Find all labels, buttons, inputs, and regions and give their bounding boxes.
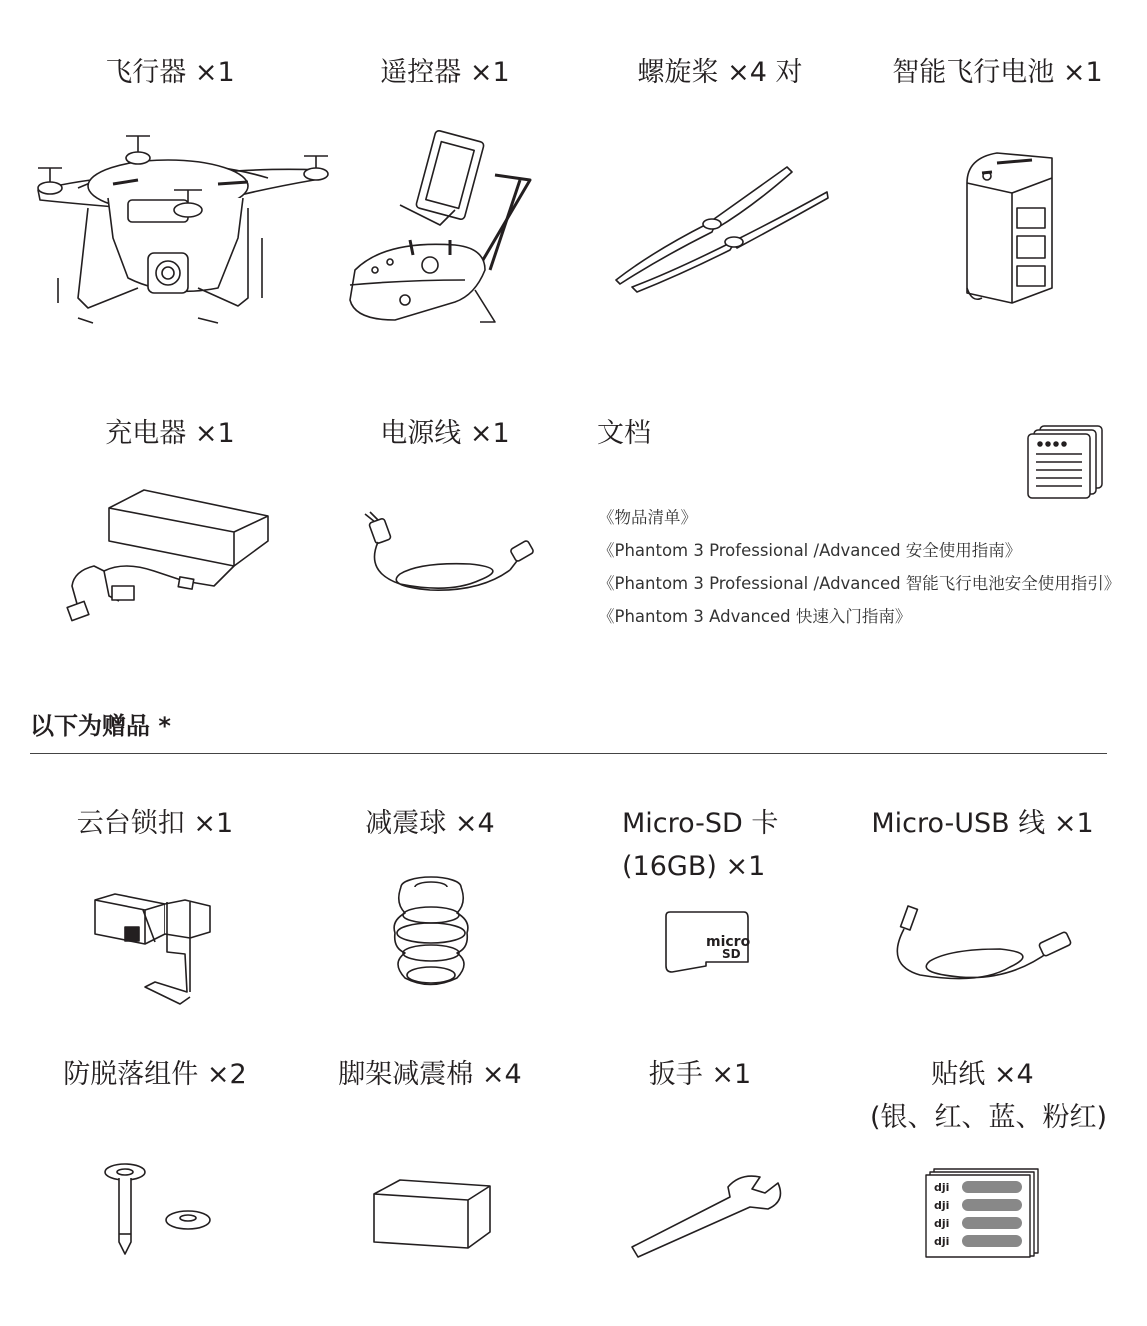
landing-gear-foam-label: 脚架减震棉 ×4 (338, 1059, 522, 1090)
propeller-icon (612, 162, 830, 292)
gimbal-clamp-label: 云台锁扣 ×1 (76, 808, 234, 839)
svg-text:dji: dji (934, 1217, 950, 1230)
remote-controller-icon (345, 130, 555, 330)
remote-controller-label: 遥控器 ×1 (380, 57, 510, 88)
stickers-icon (926, 1167, 1040, 1259)
power-cable-label: 电源线 ×1 (380, 418, 510, 449)
damper-ball-label: 减震球 ×4 (365, 808, 495, 839)
micro-usb-cable-icon (890, 905, 1080, 985)
wrench-label: 扳手 ×1 (648, 1059, 752, 1090)
document-item: 《Phantom 3 Professional /Advanced 智能飞行电池安全使用指引》 (598, 574, 1121, 593)
svg-text:dji: dji (934, 1235, 950, 1248)
micro-sd-logo: micro (706, 934, 751, 950)
documents-icon (1026, 424, 1106, 502)
gifts-heading: 以下为赠品 * (30, 712, 171, 740)
section-divider (30, 753, 1107, 754)
gimbal-clamp-icon (95, 892, 215, 1007)
damper-ball-icon (385, 873, 477, 998)
svg-text:dji: dji (934, 1199, 950, 1212)
power-cable-icon (360, 512, 540, 594)
charger-icon (64, 486, 279, 626)
propeller-label: 螺旋桨 ×4 对 (637, 57, 803, 88)
document-item: 《Phantom 3 Advanced 快速入门指南》 (598, 607, 912, 626)
micro-sd-card-icon (664, 910, 750, 974)
micro-sd-label-line2: (16GB) ×1 (622, 851, 766, 882)
battery-icon (952, 148, 1062, 308)
documents-label: 文档 (597, 418, 651, 449)
micro-sd-label-line1: Micro-SD 卡 (622, 808, 779, 839)
aircraft-label: 飞行器 ×1 (105, 57, 235, 88)
landing-gear-foam-icon (370, 1176, 492, 1250)
anti-drop-kit-label: 防脱落组件 ×2 (63, 1059, 247, 1090)
wrench-icon (630, 1165, 785, 1260)
battery-label: 智能飞行电池 ×1 (892, 57, 1103, 88)
document-item: 《物品清单》 (598, 508, 697, 527)
charger-label: 充电器 ×1 (105, 418, 235, 449)
document-item: 《Phantom 3 Professional /Advanced 安全使用指南》 (598, 541, 1022, 560)
sd-logo: SD (722, 947, 741, 961)
stickers-label-line2: (银、红、蓝、粉红) (870, 1102, 1108, 1133)
svg-text:dji: dji (934, 1181, 950, 1194)
micro-usb-label: Micro-USB 线 ×1 (871, 808, 1094, 839)
stickers-label-line1: 贴纸 ×4 (931, 1059, 1034, 1090)
aircraft-icon (18, 128, 328, 328)
anti-drop-kit-icon (103, 1162, 213, 1262)
